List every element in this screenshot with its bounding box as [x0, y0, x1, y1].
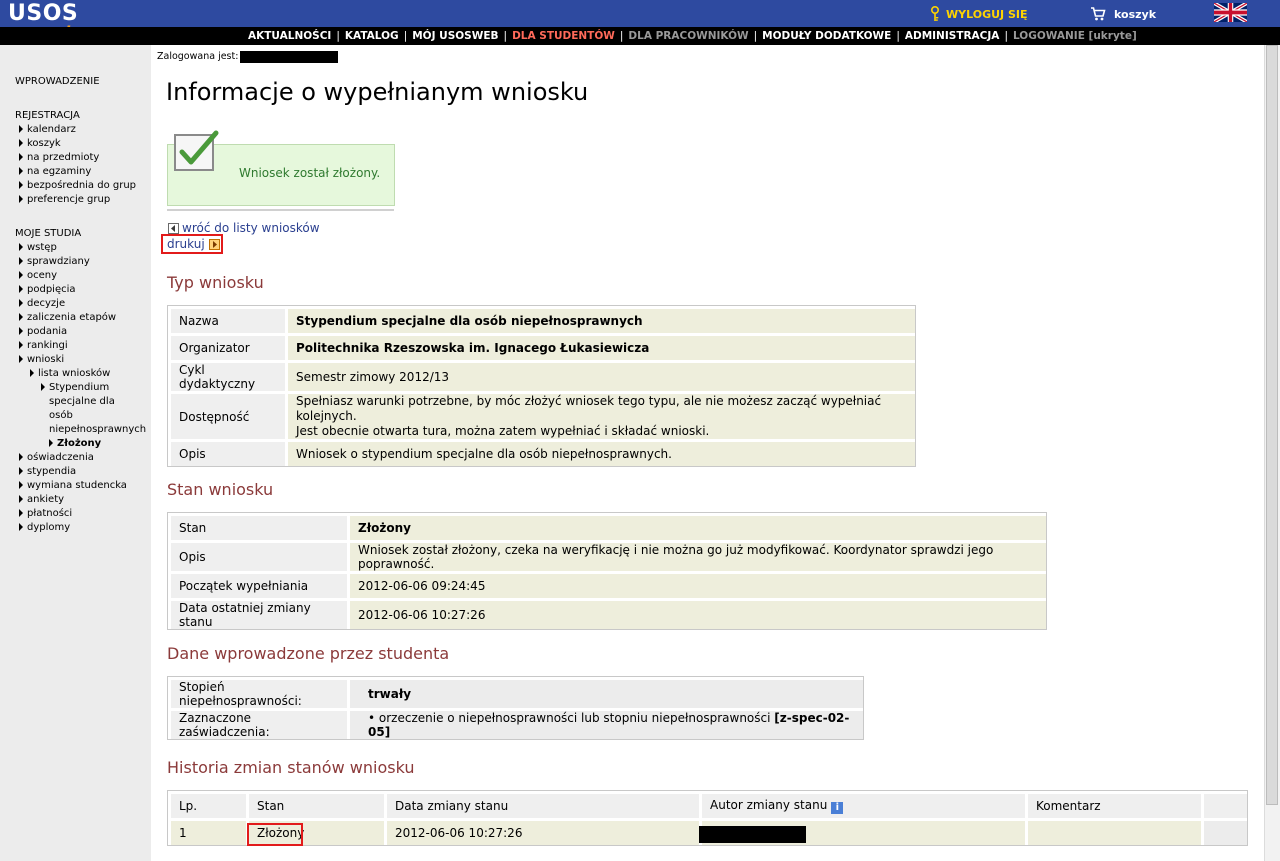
sidebar-item-label: oceny: [27, 270, 58, 281]
section-title-typ: Typ wniosku: [167, 273, 264, 292]
sidebar-item-label: zaliczenia etapów: [27, 312, 117, 323]
availability-line: Spełniasz warunki potrzebne, by móc złożyć wniosek tego typu, ale nie możesz zacząć wypełniać kolejnych.: [296, 394, 882, 423]
sidebar-item-na-egzaminy[interactable]: [19, 166, 91, 178]
sidebar-item-bezposrednia-do-grup[interactable]: [19, 180, 136, 192]
triangle-right-icon: [19, 271, 23, 279]
sidebar-item-stypendium[interactable]: [41, 382, 109, 394]
row-value: Wniosek o stypendium specjalne dla osób niepełnosprawnych.: [285, 439, 915, 466]
sidebar-item-podania[interactable]: [19, 326, 67, 338]
sidebar-item-sprawdziany[interactable]: [19, 256, 90, 268]
row-label: Opis: [168, 439, 285, 466]
nav-logowanie[interactable]: LOGOWANIE [ukryte]: [1012, 30, 1137, 42]
table-row: [168, 708, 863, 739]
table-row: [168, 333, 915, 360]
column-header: [699, 791, 1025, 818]
triangle-right-icon: [19, 153, 23, 161]
row-label: Stopień niepełnosprawności:: [168, 677, 347, 708]
row-label: Cykl dydaktyczny: [168, 360, 285, 391]
arrow-right-icon: [209, 239, 220, 250]
sidebar-item-label: stypendia: [27, 466, 77, 477]
cart-link[interactable]: [1090, 4, 1156, 24]
triangle-right-icon: [19, 299, 23, 307]
column-header-empty: [1201, 791, 1247, 818]
back-to-list-link[interactable]: [168, 221, 320, 235]
table-row: [168, 540, 1046, 571]
triangle-right-icon: [30, 369, 34, 377]
table-row: [168, 598, 1046, 629]
row-value: Wniosek został złożony, czeka na weryfikację i nie można go już modyfikować. Koordynator sprawdzi jego poprawność.: [347, 540, 1046, 571]
cell-lp: 1: [168, 818, 246, 845]
status-highlight-box: [247, 823, 303, 846]
triangle-right-icon: [19, 355, 23, 363]
sidebar-group-moje-studia[interactable]: MOJE STUDIA: [15, 228, 82, 239]
column-header-label: Autor zmiany stanu: [710, 798, 828, 812]
application-type-table: [167, 305, 916, 467]
nav-separator: |: [336, 30, 340, 42]
triangle-right-icon: [49, 439, 53, 447]
availability-line: Jest obecnie otwarta tura, można zatem wypełniać i składać wnioski.: [296, 424, 710, 438]
row-value: [285, 391, 915, 439]
nav-separator: |: [619, 30, 624, 42]
sidebar-item-podpiecia[interactable]: [19, 284, 76, 296]
column-header: Data zmiany stanu: [384, 791, 699, 818]
triangle-right-icon: [19, 167, 23, 175]
sidebar-item-zaliczenia-etapow[interactable]: [19, 312, 116, 324]
cell-data: 2012-06-06 10:27:26: [384, 818, 699, 845]
row-label: Stan: [168, 513, 347, 540]
sidebar-item-oceny[interactable]: [19, 270, 57, 282]
row-value: 2012-06-06 10:27:26: [347, 598, 1046, 629]
sidebar-item-rankingi[interactable]: [19, 340, 68, 352]
main-nav: [0, 27, 1280, 45]
row-value: Złożony: [347, 513, 1046, 540]
sidebar-item-label: dyplomy: [27, 522, 71, 533]
sidebar-item-label: sprawdziany: [27, 256, 90, 267]
triangle-right-icon: [41, 383, 45, 391]
column-header: Lp.: [168, 791, 246, 818]
nav-dla-pracownikow[interactable]: DLA PRACOWNIKÓW: [628, 30, 749, 42]
sidebar-item-na-przedmioty[interactable]: [19, 152, 99, 164]
triangle-right-icon: [19, 125, 23, 133]
sidebar-item-label: podania: [27, 326, 68, 337]
triangle-right-icon: [19, 243, 23, 251]
triangle-right-icon: [19, 181, 23, 189]
triangle-right-icon: [19, 467, 23, 475]
sidebar-item-preferencje-grup[interactable]: [19, 194, 110, 206]
sidebar-item-wymiana-studencka[interactable]: [19, 480, 127, 492]
row-value: Stypendium specjalne dla osób niepełnosprawnych: [285, 306, 915, 333]
triangle-right-icon: [19, 481, 23, 489]
table-row: [168, 391, 915, 439]
triangle-right-icon: [19, 523, 23, 531]
sidebar-item-label: Stypendium: [49, 382, 110, 393]
row-label: Początek wypełniania: [168, 571, 347, 598]
triangle-right-icon: [19, 313, 23, 321]
cart-label: koszyk: [1114, 7, 1157, 21]
sidebar-item-label: lista wniosków: [38, 368, 111, 379]
print-label: drukuj: [167, 237, 205, 251]
sidebar-item-decyzje[interactable]: [19, 298, 65, 310]
arrow-left-icon: [168, 223, 179, 234]
cell-komentarz: [1025, 818, 1201, 845]
sidebar-group-rejestracja[interactable]: REJESTRACJA: [15, 110, 80, 121]
student-data-table: [167, 676, 864, 740]
sidebar-item-label: wnioski: [27, 354, 65, 365]
row-value: [347, 708, 863, 739]
sidebar-item-label: płatności: [27, 508, 73, 519]
logo-primary: USOS: [8, 1, 79, 26]
bullet-icon: •: [368, 711, 376, 725]
cell-empty: [1201, 818, 1247, 845]
sidebar-item-label: kalendarz: [27, 124, 76, 135]
nav-aktualnosci[interactable]: AKTUALNOŚCI: [248, 30, 332, 42]
row-value: Semestr zimowy 2012/13: [285, 360, 915, 391]
section-title-historia: Historia zmian stanów wniosku: [167, 758, 415, 777]
sidebar-item-oswiadczenia[interactable]: [19, 452, 94, 464]
table-row: [168, 513, 1046, 540]
nav-separator: |: [753, 30, 758, 42]
nav-katalog[interactable]: KATALOG: [344, 30, 399, 42]
print-link[interactable]: [161, 234, 223, 254]
logout-label: WYLOGUJ SIĘ: [946, 7, 1028, 21]
divider: [167, 209, 394, 211]
sidebar-item-stypendium-line[interactable]: niepełnosprawnych: [49, 424, 147, 435]
triangle-right-icon: [19, 509, 23, 517]
cart-icon: [1090, 7, 1106, 21]
sidebar-item-label: wstęp: [27, 242, 57, 253]
redacted-user-name: [240, 51, 338, 63]
triangle-right-icon: [19, 139, 23, 147]
nav-separator: |: [896, 30, 900, 42]
certificate-name: orzeczenie o niepełnosprawności lub stopniu niepełnosprawności: [378, 711, 771, 725]
top-bar: [0, 0, 1280, 27]
table-header-row: [168, 791, 1247, 818]
triangle-right-icon: [19, 495, 23, 503]
triangle-right-icon: [19, 285, 23, 293]
column-header: Komentarz: [1025, 791, 1201, 818]
sidebar-item-label: podpięcia: [27, 284, 76, 295]
nav-separator: |: [1004, 30, 1008, 42]
triangle-right-icon: [19, 341, 23, 349]
row-label: Organizator: [168, 333, 285, 360]
section-title-stan: Stan wniosku: [167, 480, 274, 499]
row-label: Nazwa: [168, 306, 285, 333]
section-title-dane: Dane wprowadzone przez studenta: [167, 644, 450, 663]
row-label: Zaznaczone zaświadczenia:: [168, 708, 347, 739]
row-label: Dostępność: [168, 391, 285, 439]
sidebar-item-zlozony[interactable]: [49, 438, 101, 450]
sidebar-item-label: oświadczenia: [27, 452, 94, 463]
row-label: Data ostatniej zmiany stanu: [168, 598, 347, 629]
triangle-right-icon: [19, 327, 23, 335]
sidebar-item-koszyk[interactable]: [19, 138, 61, 150]
sidebar-item-label: na egzaminy: [27, 166, 92, 177]
nav-dla-studentow[interactable]: DLA STUDENTÓW: [512, 30, 615, 42]
table-row: [168, 439, 915, 466]
triangle-right-icon: [19, 453, 23, 461]
nav-moj-usosweb[interactable]: MÓJ USOSWEB: [412, 30, 499, 42]
info-icon[interactable]: i: [831, 802, 843, 814]
sidebar-item-ankiety[interactable]: [19, 494, 64, 506]
back-to-list-label: wróć do listy wniosków: [182, 221, 320, 235]
application-status-table: [167, 512, 1047, 630]
sidebar-item-dyplomy[interactable]: [19, 522, 70, 534]
logged-in-label: Zalogowana jest:: [157, 51, 239, 62]
sidebar-item-stypendia[interactable]: [19, 466, 76, 478]
sidebar-item-wnioski[interactable]: [19, 354, 64, 366]
sidebar-item-label: ankiety: [27, 494, 65, 505]
sidebar-item-kalendarz[interactable]: [19, 124, 76, 136]
column-header: Stan: [246, 791, 384, 818]
sidebar-item-label: koszyk: [27, 138, 61, 149]
triangle-right-icon: [19, 257, 23, 265]
certificate-code: [z-spec-02-05]: [368, 711, 850, 739]
nav-separator: |: [403, 30, 408, 42]
sidebar-item-stypendium-line[interactable]: osób: [49, 410, 73, 421]
sidebar-item-platnosci[interactable]: [19, 508, 72, 520]
sidebar-item-stypendium-line[interactable]: specjalne dla: [49, 396, 115, 407]
success-message: Wniosek został złożony.: [239, 166, 381, 180]
row-label: Opis: [168, 540, 347, 571]
triangle-right-icon: [19, 195, 23, 203]
nav-moduly-dodatkowe[interactable]: MODUŁY DODATKOWE: [762, 30, 892, 42]
cell-stan: Złożony: [246, 818, 384, 845]
row-value: trwały: [347, 677, 863, 708]
organizer-link[interactable]: Politechnika Rzeszowska im. Ignacego Łukasiewicza: [285, 333, 915, 360]
sidebar: [0, 45, 151, 861]
sidebar-item-label: wymiana studencka: [27, 480, 127, 491]
logout-link[interactable]: [930, 4, 1027, 24]
sidebar-item-label: rankingi: [27, 340, 68, 351]
sidebar-item-label: preferencje grup: [27, 194, 111, 205]
nav-separator: |: [503, 30, 508, 42]
table-row: [168, 677, 863, 708]
scrollbar-thumb[interactable]: [1266, 45, 1278, 805]
sidebar-item-label: Złożony: [57, 438, 102, 449]
page-title: Informacje o wypełnianym wniosku: [166, 78, 589, 106]
nav-administracja[interactable]: ADMINISTRACJA: [904, 30, 1000, 42]
key-icon: [930, 6, 940, 22]
english-flag-icon[interactable]: [1214, 3, 1247, 22]
sidebar-item-wprowadzenie[interactable]: WPROWADZENIE: [15, 76, 100, 87]
redacted-author-name: [699, 826, 806, 843]
sidebar-item-label: na przedmioty: [27, 152, 100, 163]
sidebar-item-label: decyzje: [27, 298, 66, 309]
sidebar-item-lista-wnioskow[interactable]: [30, 368, 110, 380]
row-value: 2012-06-06 09:24:45: [347, 571, 1046, 598]
table-row: [168, 571, 1046, 598]
sidebar-item-label: bezpośrednia do grup: [27, 180, 137, 191]
sidebar-item-wstep[interactable]: [19, 242, 57, 254]
table-row: [168, 306, 915, 333]
table-row: [168, 360, 915, 391]
checkmark-icon: [174, 130, 220, 172]
